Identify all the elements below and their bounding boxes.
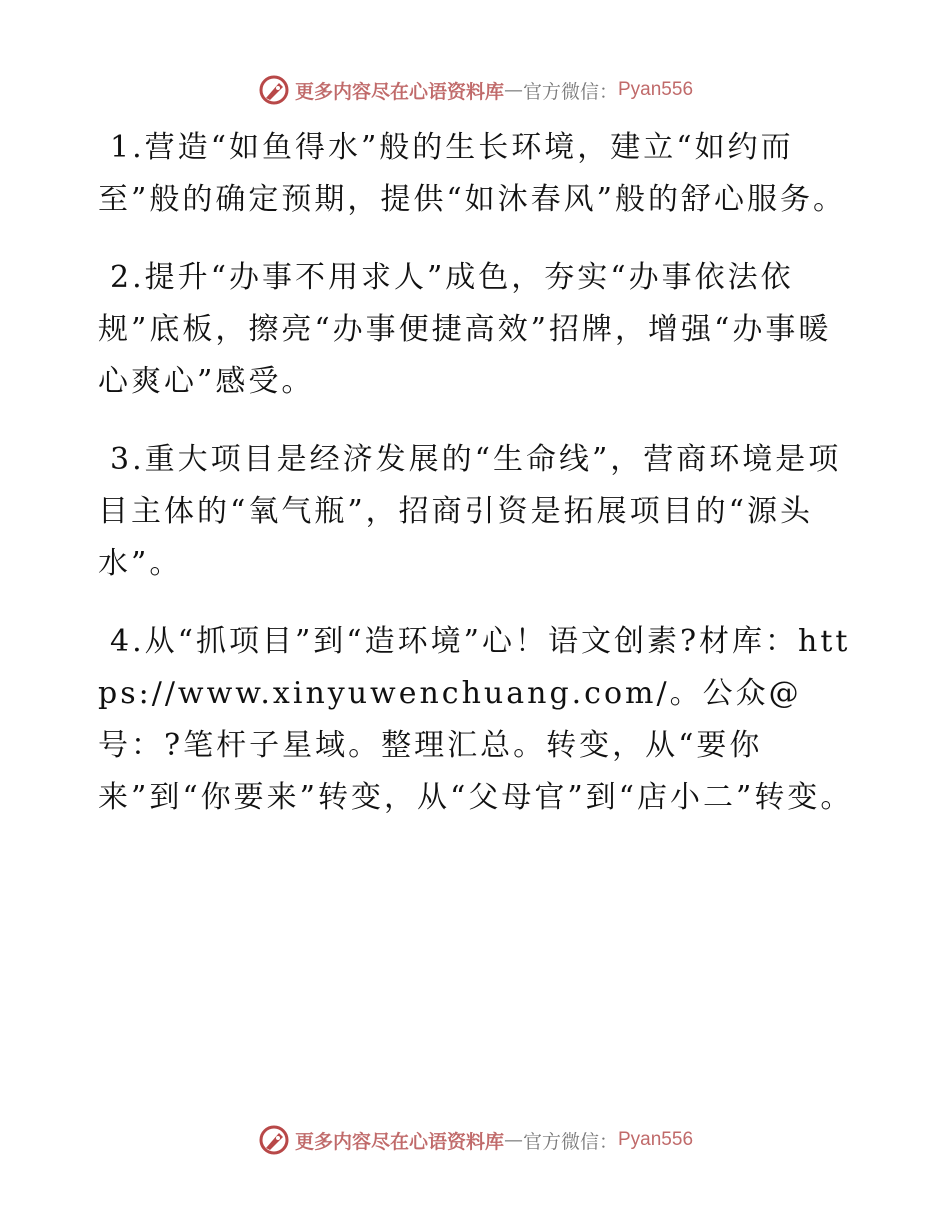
- paragraph-2: 2.提升“办事不用求人”成色，夯实“办事依法依规”底板，擦亮“办事便捷高效”招牌，增强“办事暖心爽心”感受。: [98, 260, 832, 399]
- document-body: [98, 122, 858, 850]
- footer-banner-text: 更多内容尽在心语资料库: [294, 1130, 504, 1153]
- footer-separator: —: [503, 1129, 523, 1151]
- pen-nib-logo-icon: [257, 73, 291, 107]
- pen-nib-logo-icon: [257, 1123, 291, 1157]
- footer-banner: [0, 1120, 950, 1160]
- header-wechat-id: Pyan556: [618, 79, 694, 100]
- header-separator: —: [503, 79, 523, 101]
- footer-wechat-label: 官方微信：: [522, 1130, 618, 1153]
- header-wechat-label: 官方微信：: [522, 80, 618, 103]
- header-banner-text: 更多内容尽在心语资料库: [294, 80, 504, 103]
- footer-wechat-id: Pyan556: [618, 1129, 694, 1150]
- paragraph-4: 4.从“抓项目”到“造环境”心！语文创素?材库：https://www.xinyuwenchuang.com/。公众@号：?笔杆子星域。整理汇总。转变，从“要你来”到“你要来”转变，从“父母官”到“店小二”转变。: [98, 624, 854, 815]
- header-banner: [0, 70, 950, 110]
- paragraph-3: 3.重大项目是经济发展的“生命线”，营商环境是项目主体的“氧气瓶”，招商引资是拓展项目的“源头水”。: [98, 442, 842, 581]
- paragraph-1: 1.营造“如鱼得水”般的生长环境，建立“如约而至”般的确定预期，提供“如沐春风”般的舒心服务。: [98, 130, 847, 217]
